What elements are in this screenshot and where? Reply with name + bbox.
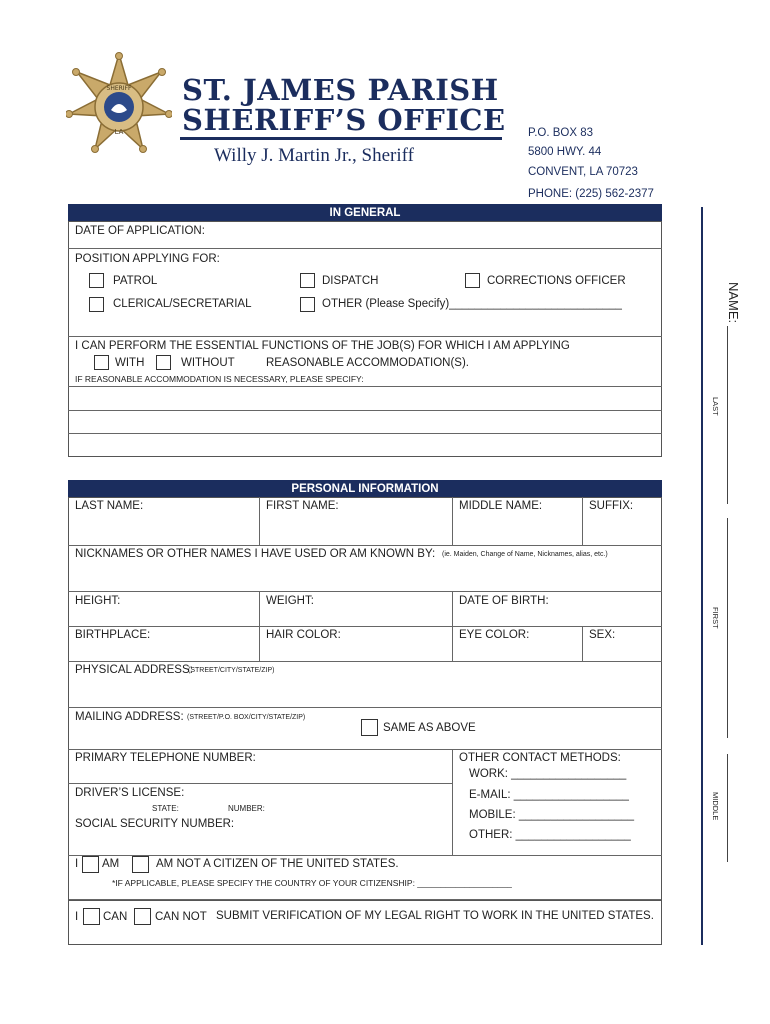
physical-address-label: PHYSICAL ADDRESS: <box>75 664 193 676</box>
side-last-label: LAST <box>711 397 720 416</box>
am-not-citizen-checkbox[interactable] <box>132 856 149 873</box>
essential-functions-text: I CAN PERFORM THE ESSENTIAL FUNCTIONS OF THE JOB(S) FOR WHICH I AM APPLYING <box>75 340 570 352</box>
divider <box>259 497 260 545</box>
side-first-label: FIRST <box>711 607 720 629</box>
sex-label: SEX: <box>589 629 616 641</box>
verify-i-label: I <box>75 911 79 923</box>
submit-verification-text: SUBMIT VERIFICATION OF MY LEGAL RIGHT TO WORK IN THE UNITED STATES. <box>216 910 654 922</box>
divider <box>68 336 662 337</box>
section-header-general: IN GENERAL <box>68 204 662 222</box>
corrections-officer-checkbox[interactable] <box>465 273 480 288</box>
side-middle-line[interactable] <box>727 754 728 862</box>
am-label: AM <box>102 858 120 870</box>
title-line-1: ST. JAMES PARISH <box>182 73 499 107</box>
email-field[interactable]: E-MAIL: __________________ <box>469 789 629 801</box>
other-position-label[interactable]: OTHER (Please Specify)___________________________ <box>322 298 622 310</box>
date-of-application-label: DATE OF APPLICATION: <box>75 225 205 237</box>
verification-row <box>68 899 662 945</box>
first-name-label: FIRST NAME: <box>266 500 339 512</box>
patrol-checkbox[interactable] <box>89 273 104 288</box>
without-label: WITHOUT <box>181 357 235 369</box>
last-name-label: LAST NAME: <box>75 500 144 512</box>
dispatch-checkbox[interactable] <box>300 273 315 288</box>
drivers-license-label: DRIVER’S LICENSE: <box>75 787 185 799</box>
nicknames-label: NICKNAMES OR OTHER NAMES I HAVE USED OR AM KNOWN BY: <box>75 548 436 560</box>
side-middle-label: MIDDLE <box>711 792 720 821</box>
middle-name-label: MIDDLE NAME: <box>459 500 543 512</box>
work-field[interactable]: WORK: __________________ <box>469 768 627 780</box>
weight-label: WEIGHT: <box>266 595 314 607</box>
same-as-above-checkbox[interactable] <box>361 719 378 736</box>
citizen-i-label: I <box>75 858 79 870</box>
accommodation-line-2[interactable] <box>69 411 661 432</box>
other-position-checkbox[interactable] <box>300 297 315 312</box>
am-citizen-checkbox[interactable] <box>82 856 99 873</box>
can-not-label: CAN NOT <box>155 911 207 923</box>
mailing-address-label: MAILING ADDRESS: <box>75 711 184 723</box>
title-line-2: SHERIFF’S OFFICE <box>182 103 506 137</box>
birthplace-label: BIRTHPLACE: <box>75 629 151 641</box>
divider <box>68 707 662 708</box>
side-last-line[interactable] <box>727 326 728 504</box>
side-name-label: NAME: <box>726 282 741 324</box>
address-line-3: CONVENT, LA 70723 <box>528 166 638 178</box>
svg-text:LA: LA <box>114 128 124 136</box>
clerical-label: CLERICAL/SECRETARIAL <box>113 298 252 310</box>
divider <box>68 661 662 662</box>
address-line-2: 5800 HWY. 44 <box>528 146 602 158</box>
dl-number-label: NUMBER: <box>228 804 265 813</box>
svg-text:SHERIFF: SHERIFF <box>106 85 132 92</box>
phone: PHONE: (225) 562-2377 <box>528 188 654 200</box>
accommodation-text: REASONABLE ACCOMMODATION(S). <box>266 357 469 369</box>
divider <box>582 626 583 661</box>
title-rule <box>180 137 502 140</box>
clerical-checkbox[interactable] <box>89 297 104 312</box>
without-accommodation-checkbox[interactable] <box>156 355 171 370</box>
divider <box>68 783 452 784</box>
divider <box>68 855 662 856</box>
mailing-address-note: (STREET/P.O. BOX/CITY/STATE/ZIP) <box>187 714 306 721</box>
accommodation-line-3[interactable] <box>69 434 661 456</box>
height-label: HEIGHT: <box>75 595 121 607</box>
side-rule <box>701 207 703 945</box>
other-contact-field[interactable]: OTHER: __________________ <box>469 829 631 841</box>
divider <box>452 749 453 855</box>
divider <box>452 497 453 545</box>
ssn-label: SOCIAL SECURITY NUMBER: <box>75 818 235 830</box>
date-of-birth-label: DATE OF BIRTH: <box>459 595 549 607</box>
nicknames-note: (ie. Maiden, Change of Name, Nicknames, alias, etc.) <box>442 551 608 558</box>
other-contact-label: OTHER CONTACT METHODS: <box>459 752 621 764</box>
eye-color-label: EYE COLOR: <box>459 629 530 641</box>
corrections-officer-label: CORRECTIONS OFFICER <box>487 275 626 287</box>
accommodation-line-1[interactable] <box>69 387 661 409</box>
address-line-1: P.O. BOX 83 <box>528 127 593 139</box>
hair-color-label: HAIR COLOR: <box>266 629 341 641</box>
suffix-label: SUFFIX: <box>589 500 634 512</box>
divider <box>68 248 662 249</box>
divider <box>582 497 583 545</box>
can-label: CAN <box>103 911 128 923</box>
accommodation-specify-label: IF REASONABLE ACCOMMODATION IS NECESSARY, PLEASE SPECIFY: <box>75 374 364 384</box>
dl-state-label: STATE: <box>152 804 179 813</box>
with-accommodation-checkbox[interactable] <box>94 355 109 370</box>
dispatch-label: DISPATCH <box>322 275 379 287</box>
sheriff-name: Willy J. Martin Jr., Sheriff <box>214 145 414 166</box>
patrol-label: PATROL <box>113 275 158 287</box>
physical-address-note: (STREET/CITY/STATE/ZIP) <box>188 667 275 674</box>
with-label: WITH <box>115 357 145 369</box>
divider <box>68 545 662 546</box>
position-label: POSITION APPLYING FOR: <box>75 253 220 265</box>
am-not-citizen-label: AM NOT A CITIZEN OF THE UNITED STATES. <box>156 858 399 870</box>
mobile-field[interactable]: MOBILE: __________________ <box>469 809 634 821</box>
citizenship-note[interactable]: *IF APPLICABLE, PLEASE SPECIFY THE COUNTRY OF YOUR CITIZENSHIP: ____________________ <box>112 878 512 888</box>
divider <box>68 591 662 592</box>
section-header-personal: PERSONAL INFORMATION <box>68 480 662 498</box>
divider <box>68 626 662 627</box>
same-as-above-label: SAME AS ABOVE <box>383 722 476 734</box>
divider <box>68 749 662 750</box>
side-first-line[interactable] <box>727 518 728 738</box>
sheriff-badge-logo <box>66 52 172 158</box>
primary-phone-label: PRIMARY TELEPHONE NUMBER: <box>75 752 256 764</box>
